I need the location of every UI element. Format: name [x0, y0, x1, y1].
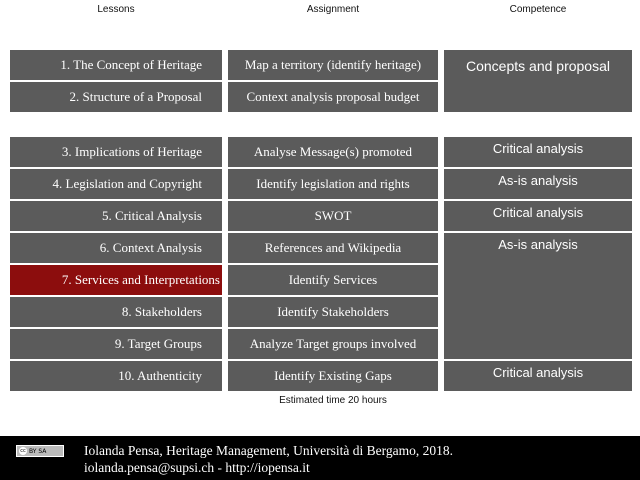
competence-label: Critical analysis: [492, 141, 584, 156]
assignment-label: References and Wikipedia: [264, 240, 402, 255]
lesson-row-4: [10, 169, 222, 199]
assignment-row-9: [228, 329, 438, 359]
lesson-row-8: [10, 297, 222, 327]
lesson-label: 1. The Concept of Heritage: [60, 57, 202, 72]
lesson-label: 8. Stakeholders: [121, 304, 202, 319]
lesson-label: 10. Authenticity: [118, 368, 202, 383]
competence-label: Critical analysis: [492, 205, 584, 220]
assignment-label: Context analysis proposal budget: [246, 89, 420, 104]
cc-license-icon[interactable]: [16, 445, 64, 457]
competence-block-2: [444, 137, 632, 167]
assignment-label: Identify Stakeholders: [277, 304, 389, 319]
assignment-label: Analyse Message(s) promoted: [253, 144, 413, 159]
lesson-label: 7. Services and Interpretations: [61, 272, 220, 287]
lesson-row-5: [10, 201, 222, 231]
competence-label: Critical analysis: [492, 365, 584, 380]
competence-label: Concepts and proposal: [466, 58, 610, 74]
assignment-row-2: [228, 82, 438, 112]
assignment-label: Identify Existing Gaps: [274, 368, 392, 383]
lesson-row-9: [10, 329, 222, 359]
footer-bar: [0, 436, 640, 480]
assignment-row-7: [228, 265, 438, 295]
competence-block-3: [444, 169, 632, 199]
assignment-row-5: [228, 201, 438, 231]
cc-license-text: BY SA: [29, 447, 47, 455]
assignment-label: SWOT: [314, 208, 352, 223]
assignment-row-1: [228, 50, 438, 80]
lesson-row-6: [10, 233, 222, 263]
assignment-row-8: [228, 297, 438, 327]
assignment-row-6: [228, 233, 438, 263]
lesson-row-10: [10, 361, 222, 391]
lesson-row-3: [10, 137, 222, 167]
lesson-label: 2. Structure of a Proposal: [69, 89, 202, 104]
lesson-row-7-active: [10, 265, 222, 295]
lesson-label: 6. Context Analysis: [99, 240, 202, 255]
lesson-row-2: [10, 82, 222, 112]
competence-block-1: [444, 50, 632, 112]
competence-block-6: [444, 361, 632, 391]
assignment-label: Map a territory (identify heritage): [244, 57, 422, 72]
lesson-label: 9. Target Groups: [114, 336, 202, 351]
footer-contact[interactable]: iolanda.pensa@supsi.ch - http://iopensa.it: [84, 460, 310, 475]
assignment-row-3: [228, 137, 438, 167]
assignment-row-4: [228, 169, 438, 199]
assignment-label: Analyze Target groups involved: [249, 336, 417, 351]
assignment-row-10: [228, 361, 438, 391]
competence-header: Competence: [509, 4, 567, 15]
lesson-row-1: [10, 50, 222, 80]
competence-label: As-is analysis: [498, 173, 578, 188]
assignment-label: Identify legislation and rights: [256, 176, 410, 191]
competence-label: As-is analysis: [498, 237, 578, 252]
lesson-label: 3. Implications of Heritage: [61, 144, 202, 159]
assignment-header: Assignment: [306, 4, 360, 15]
competence-block-4: [444, 201, 632, 231]
footer-credit: Iolanda Pensa, Heritage Management, Università di Bergamo, 2018.: [84, 443, 454, 458]
lessons-header: Lessons: [97, 4, 135, 15]
lesson-label: 4. Legislation and Copyright: [52, 176, 202, 191]
cc-circle-icon: cc: [20, 448, 26, 454]
estimated-time-note: Estimated time 20 hours: [279, 395, 387, 406]
assignment-label: Identify Services: [288, 272, 378, 287]
competence-block-5: [444, 233, 632, 359]
lesson-label: 5. Critical Analysis: [101, 208, 202, 223]
